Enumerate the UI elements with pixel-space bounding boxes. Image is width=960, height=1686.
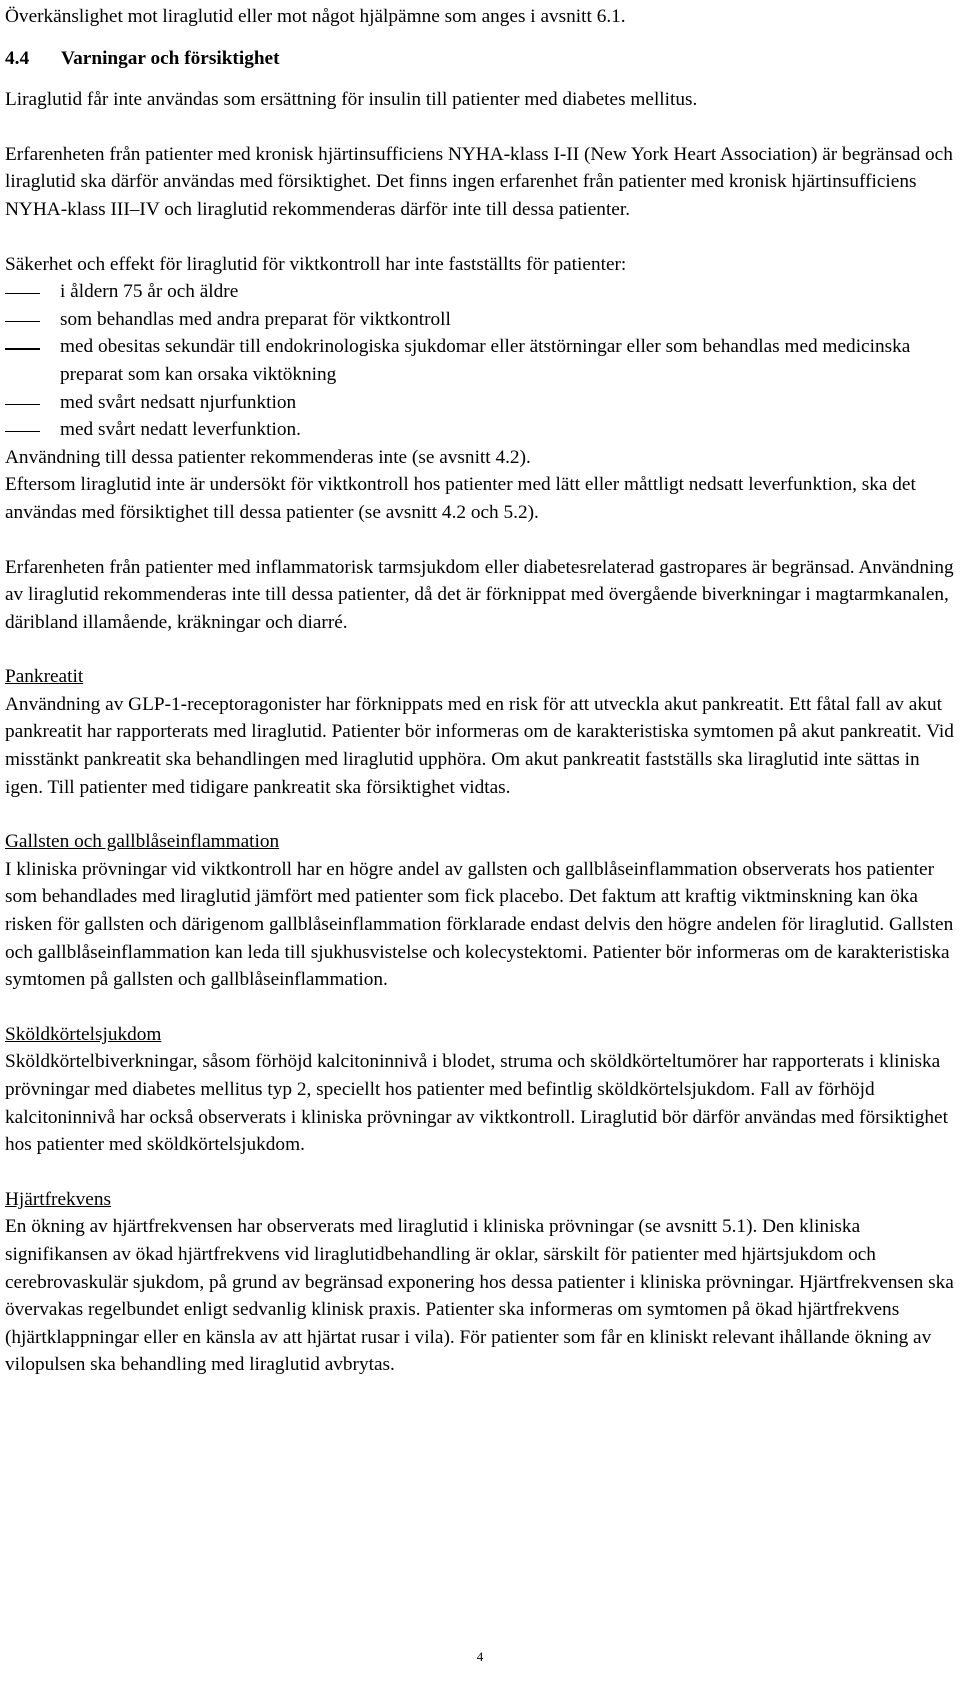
contraindication-line: Överkänslighet mot liraglutid eller mot något hjälpämne som anges i avsnitt 6.1. [5,6,626,27]
list-item: med obesitas sekundär till endokrinologiska sjukdomar eller ätstörningar eller som behandlas med medicinska preparat som kan orsaka viktökning [5,333,955,388]
document-page [5,0,955,1379]
paragraph-liver: Eftersom liraglutid inte är undersökt för viktkontroll hos patienter med lätt eller måttligt nedsatt leverfunktion, ska det användas med försiktighet till dessa patienter (se avsnitt 4.2 och 5.2). [5,474,916,523]
list-item: som behandlas med andra preparat för viktkontroll [5,306,955,334]
subheading-gallsten: Gallsten och gallblåseinflammation [5,831,280,853]
list-item: i åldern 75 år och äldre [5,278,955,306]
paragraph-skoldkortel: Sköldkörtelbiverkningar, såsom förhöjd kalcitoninnivå i blodet, struma och sköldkörteltumörer har rapporterats i kliniska prövningar med diabetes mellitus typ 2, speciellt hos patienter med befintlig sköldkörtelsjukdom. Fall av förhöjd kalcitoninnivå har också observerats i kliniska prövningar av viktkontroll. Liraglutid bör därför användas med försiktighet hos patienter med sköldkörtelsjukdom. [5,1051,948,1156]
paragraph-gallsten: I kliniska prövningar vid viktkontroll har en högre andel av gallsten och gallblåseinflammation observerats hos patienter som behandlades med liraglutid jämfört med patienter som fick placebo. Det faktum att kraftig viktminskning kan öka risken för gallsten och därigenom gallblåseinflammation förklarade endast delvis den högre andelen för liraglutid. Gallsten och gallblåseinflammation kan leda till sjukhusvistelse och kolecystektomi. Patienter bör informeras om de karakteristiska symtomen på gallsten och gallblåseinflammation. [5,858,954,991]
list-item: med svårt nedsatt njurfunktion [5,389,955,417]
section-number: 4.4 [5,47,30,69]
paragraph-hjartfrekvens: En ökning av hjärtfrekvensen har observerats med liraglutid i kliniska prövningar (se avsnitt 5.1). Den kliniska signifikansen av ökad hjärtfrekvens vid liraglutidbehandling är oklar, särskilt för patienter med hjärtsjukdom och cerebrovaskulär sjukdom, på grund av begränsad exponering hos dessa patienter i kliniska prövningar. Hjärtfrekvensen ska övervakas regelbundet enligt sedvanlig klinisk praxis. Patienter ska informeras om symtomen på ökad hjärtfrekvens (hjärtklappningar eller en känsla av att hjärtat rusar i vila). För patienter som får en kliniskt relevant ihållande ökning av vilopulsen ska behandling med liraglutid avbrytas. [5,1216,954,1376]
paragraph-bowel-disease: Erfarenheten från patienter med inflammatorisk tarmsjukdom eller diabetesrelaterad gastropares är begränsad. Användning av liraglutid rekommenderas inte till dessa patienter, då det är förknippat med övergående biverkningar i magtarmkanalen, däribland illamående, kräkningar och diarré. [5,556,954,633]
section-title: Varningar och försiktighet [61,47,280,69]
paragraph-pankreatit: Användning av GLP-1-receptoragonister har förknippats med en risk för att utveckla akut pankreatit. Ett fåtal fall av akut pankreatit har rapporterats med liraglutid. Patienter bör informeras om de karakteristiska symtomen på akut pankreatit. Vid misstänkt pankreatit ska behandlingen med liraglutid upphöra. Om akut pankreatit fastställs ska liraglutid inte sättas in igen. Till patienter med tidigare pankreatit ska försiktighet vidtas. [5,693,954,798]
patient-group-list [5,278,955,444]
page-number: 4 [476,1649,484,1664]
section-heading [5,45,955,73]
paragraph-safety-outro: Användning till dessa patienter rekommenderas inte (se avsnitt 4.2). [5,446,531,468]
subheading-hjartfrekvens: Hjärtfrekvens [5,1188,111,1210]
paragraph-insulin: Liraglutid får inte användas som ersättning för insulin till patienter med diabetes mellitus. [5,89,698,111]
subheading-skoldkortel: Sköldkörtelsjukdom [5,1023,162,1045]
paragraph-safety-intro: Säkerhet och effekt för liraglutid för viktkontroll har inte fastställts för patienter: [5,253,627,275]
paragraph-heart-failure: Erfarenheten från patienter med kronisk hjärtinsufficiens NYHA-klass I-II (New York Heart Association) är begränsad och liraglutid ska därför användas med försiktighet. Det finns ingen erfarenhet från patienter med kronisk hjärtinsufficiens NYHA-klass III–IV och liraglutid rekommenderas därför inte till dessa patienter. [5,143,953,220]
subheading-pankreatit: Pankreatit [5,666,84,688]
list-item: med svårt nedatt leverfunktion. [5,416,955,444]
